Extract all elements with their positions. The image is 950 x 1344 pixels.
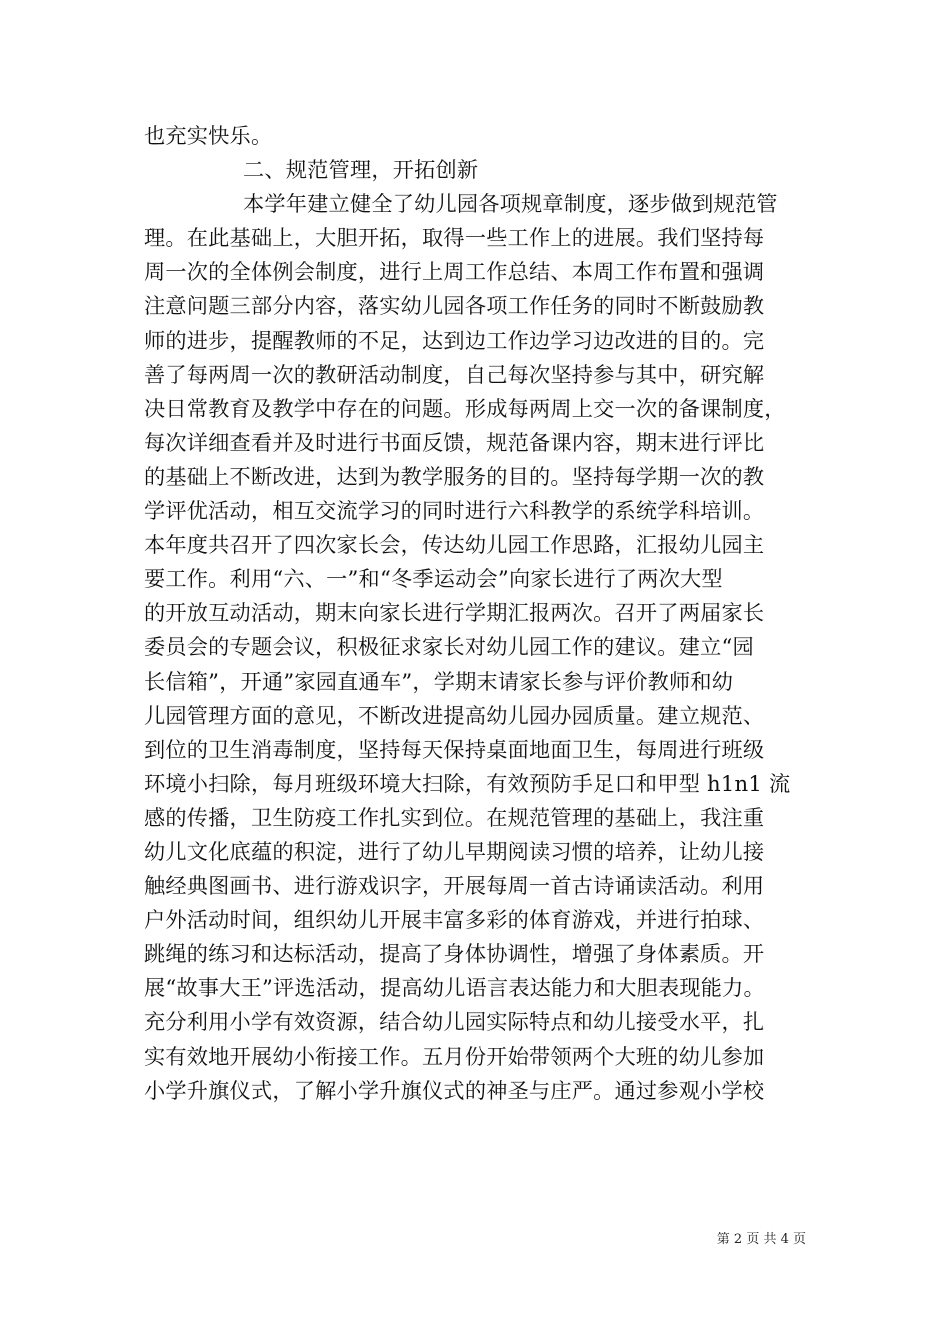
paragraph-first-line: 本学年建立健全了幼儿园各项规章制度，逐步做到规范管 — [243, 191, 778, 217]
text-line: 实有效地开展幼小衔接工作。五月份开始带领两个大班的幼儿参加 — [144, 1043, 765, 1069]
text-line: 小学升旗仪式，了解小学升旗仪式的神圣与庄严。通过参观小学校 — [144, 1077, 765, 1103]
text-line: 户外活动时间，组织幼儿开展丰富多彩的体育游戏，并进行拍球、 — [144, 907, 765, 933]
text-line: 决日常教育及教学中存在的问题。形成每两周上交一次的备课制度， — [144, 395, 786, 421]
text-line: 触经典图画书、进行游戏识字，开展每周一首古诗诵读活动。利用 — [144, 873, 765, 899]
text-line: 每次详细查看并及时进行书面反馈，规范备课内容，期末进行评比 — [144, 429, 765, 455]
text-line: 要工作。利用“六、一”和“冬季运动会”向家长进行了两次大型 — [144, 566, 723, 592]
text-line: 善了每两周一次的教研活动制度，自己每次坚持参与其中，研究解 — [144, 361, 765, 387]
text-line: 周一次的全体例会制度，进行上周工作总结、本周工作布置和强调 — [144, 259, 765, 285]
text-line: 委员会的专题会议，积极征求家长对幼儿园工作的建议。建立“园 — [144, 634, 754, 660]
text-line: 长信箱”，开通”家园直通车”，学期末请家长参与评价教师和幼 — [144, 668, 734, 694]
text-line: 本年度共召开了四次家长会，传达幼儿园工作思路，汇报幼儿园主 — [144, 532, 765, 558]
text-line: 注意问题三部分内容，落实幼儿园各项工作任务的同时不断鼓励教 — [144, 293, 765, 319]
text-line: 的基础上不断改进，达到为教学服务的目的。坚持每学期一次的教 — [144, 463, 765, 489]
text-line: 师的进步，提醒教师的不足，达到边工作边学习边改进的目的。完 — [144, 327, 765, 353]
document-body — [144, 119, 829, 1108]
text-line: 理。在此基础上，大胆开拓，取得一些工作上的进展。我们坚持每 — [144, 225, 765, 251]
text-line: 学评优活动，相互交流学习的同时进行六科教学的系统学科培训。 — [144, 498, 765, 524]
section-heading: 二、规范管理，开拓创新 — [243, 157, 479, 183]
text-line: 环境小扫除，每月班级环境大扫除，有效预防手足口和甲型 h1n1 流 — [144, 770, 791, 796]
text-line: 充分利用小学有效资源，结合幼儿园实际特点和幼儿接受水平，扎 — [144, 1009, 765, 1035]
text-line: 到位的卫生消毒制度，坚持每天保持桌面地面卫生，每周进行班级 — [144, 736, 765, 762]
text-line: 的开放互动活动，期末向家长进行学期汇报两次。召开了两届家长 — [144, 600, 765, 626]
text-line: 感的传播，卫生防疫工作扎实到位。在规范管理的基础上，我注重 — [144, 804, 765, 830]
text-line: 幼儿文化底蕴的积淀，进行了幼儿早期阅读习惯的培养，让幼儿接 — [144, 838, 765, 864]
text-line: 儿园管理方面的意见，不断改进提高幼儿园办园质量。建立规范、 — [144, 702, 765, 728]
text-line: 跳绳的练习和达标活动，提高了身体协调性，增强了身体素质。开 — [144, 941, 765, 967]
text-line: 也充实快乐。 — [144, 123, 273, 148]
text-line: 展“故事大王”评选活动，提高幼儿语言表达能力和大胆表现能力。 — [144, 975, 765, 1001]
page-number-footer: 第 2 页 共 4 页 — [716, 1232, 806, 1247]
